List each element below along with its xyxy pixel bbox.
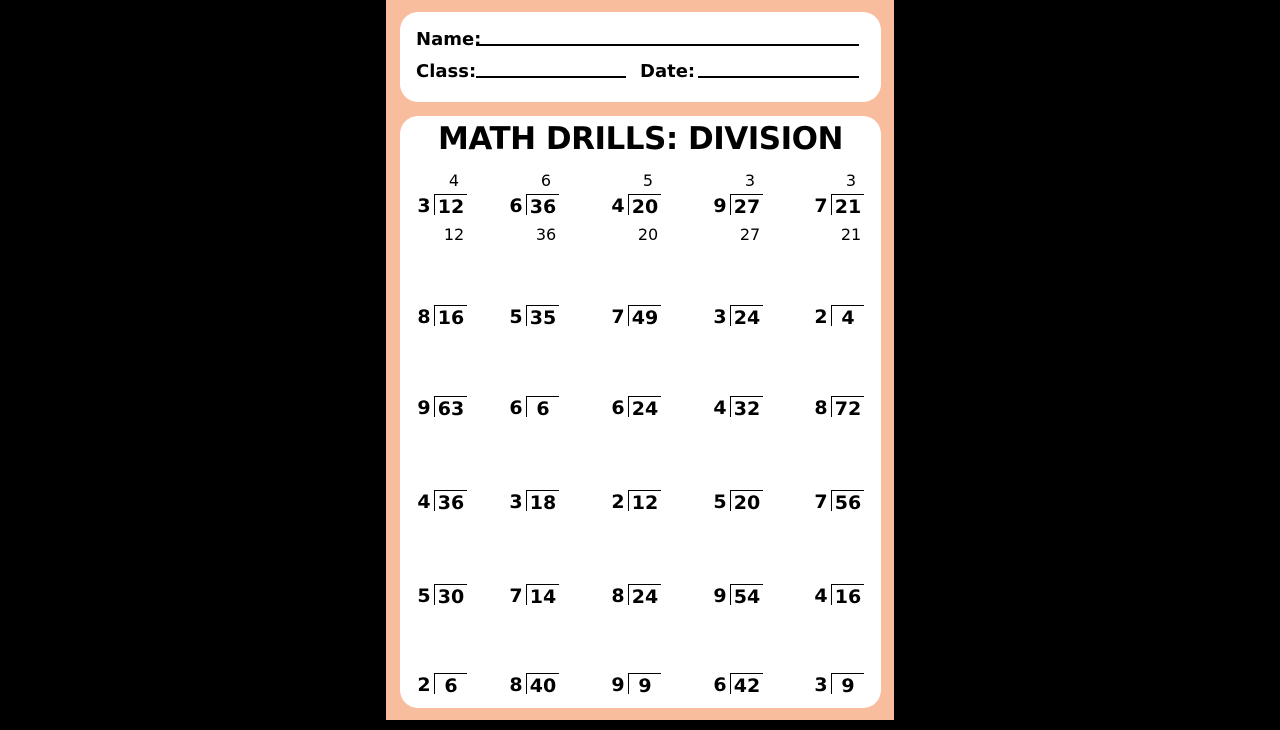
division-problem — [508, 282, 568, 362]
quotient: 5 — [642, 171, 654, 190]
division-problem — [610, 467, 670, 547]
divisor: 4 — [417, 491, 431, 513]
dividend: 30 — [437, 586, 465, 608]
dividend: 54 — [733, 586, 761, 608]
divisor: 4 — [814, 585, 828, 607]
dividend: 42 — [733, 675, 761, 697]
division-problem — [508, 373, 568, 453]
divisor: 3 — [417, 195, 431, 217]
quotient: 4 — [448, 171, 460, 190]
dividend: 21 — [834, 196, 862, 218]
divisor: 5 — [417, 585, 431, 607]
division-problem — [508, 561, 568, 641]
division-problem — [416, 373, 476, 453]
class-label: Class: — [416, 61, 477, 82]
divisor: 5 — [713, 491, 727, 513]
dividend: 40 — [529, 675, 557, 697]
quotient: 3 — [744, 171, 756, 190]
division-problem — [712, 561, 772, 641]
divisor: 6 — [611, 397, 625, 419]
dividend: 9 — [841, 675, 855, 697]
divisor: 3 — [713, 306, 727, 328]
divisor: 9 — [417, 397, 431, 419]
divisor: 8 — [417, 306, 431, 328]
divisor: 7 — [509, 585, 523, 607]
class-field[interactable] — [476, 76, 626, 78]
division-problem — [416, 171, 476, 251]
dividend: 72 — [834, 398, 862, 420]
division-problem — [610, 171, 670, 251]
divisor: 2 — [611, 491, 625, 513]
division-problem — [610, 561, 670, 641]
divisor: 8 — [611, 585, 625, 607]
dividend: 24 — [733, 307, 761, 329]
dividend: 49 — [631, 307, 659, 329]
division-problem — [508, 650, 568, 730]
division-problem — [610, 282, 670, 362]
divisor: 7 — [611, 306, 625, 328]
dividend: 16 — [834, 586, 862, 608]
division-problem — [813, 373, 873, 453]
division-problem — [712, 467, 772, 547]
division-problem — [416, 561, 476, 641]
divisor: 5 — [509, 306, 523, 328]
dividend: 36 — [437, 492, 465, 514]
divisor: 8 — [509, 674, 523, 696]
divisor: 6 — [713, 674, 727, 696]
divisor: 3 — [814, 674, 828, 696]
worked-value: 12 — [443, 225, 465, 244]
division-problem — [712, 282, 772, 362]
division-problem — [813, 467, 873, 547]
dividend: 6 — [444, 675, 458, 697]
dividend: 9 — [638, 675, 652, 697]
division-problem — [416, 650, 476, 730]
divisor: 7 — [814, 195, 828, 217]
division-problem — [416, 467, 476, 547]
division-problem — [712, 373, 772, 453]
dividend: 27 — [733, 196, 761, 218]
division-problem — [813, 650, 873, 730]
quotient: 3 — [845, 171, 857, 190]
division-problem — [813, 282, 873, 362]
worked-value: 20 — [637, 225, 659, 244]
divisor: 2 — [814, 306, 828, 328]
worked-value: 27 — [739, 225, 761, 244]
dividend: 20 — [631, 196, 659, 218]
division-problem — [610, 373, 670, 453]
division-problem — [610, 650, 670, 730]
divisor: 8 — [814, 397, 828, 419]
name-field[interactable] — [476, 44, 859, 46]
divisor: 6 — [509, 195, 523, 217]
dividend: 24 — [631, 586, 659, 608]
student-info-card — [400, 12, 881, 102]
quotient: 6 — [540, 171, 552, 190]
division-problem — [508, 171, 568, 251]
dividend: 14 — [529, 586, 557, 608]
divisor: 9 — [713, 195, 727, 217]
dividend: 6 — [536, 398, 550, 420]
dividend: 32 — [733, 398, 761, 420]
name-label: Name: — [416, 29, 482, 50]
dividend: 36 — [529, 196, 557, 218]
page-title: MATH DRILLS: DIVISION — [438, 121, 843, 157]
dividend: 12 — [437, 196, 465, 218]
dividend: 56 — [834, 492, 862, 514]
worksheet — [386, 0, 894, 720]
divisor: 9 — [611, 674, 625, 696]
division-problem — [813, 171, 873, 251]
divisor: 9 — [713, 585, 727, 607]
dividend: 4 — [841, 307, 855, 329]
divisor: 4 — [713, 397, 727, 419]
divisor: 2 — [417, 674, 431, 696]
divisor: 6 — [509, 397, 523, 419]
drill-card — [400, 116, 881, 708]
dividend: 18 — [529, 492, 557, 514]
division-problem — [712, 171, 772, 251]
dividend: 16 — [437, 307, 465, 329]
dividend: 24 — [631, 398, 659, 420]
division-problem — [416, 282, 476, 362]
division-problem — [712, 650, 772, 730]
dividend: 63 — [437, 398, 465, 420]
divisor: 4 — [611, 195, 625, 217]
division-problem — [813, 561, 873, 641]
divisor: 7 — [814, 491, 828, 513]
date-field[interactable] — [698, 76, 859, 78]
divisor: 3 — [509, 491, 523, 513]
dividend: 12 — [631, 492, 659, 514]
dividend: 35 — [529, 307, 557, 329]
worked-value: 21 — [840, 225, 862, 244]
date-label: Date: — [640, 61, 696, 82]
division-problem — [508, 467, 568, 547]
worked-value: 36 — [535, 225, 557, 244]
dividend: 20 — [733, 492, 761, 514]
